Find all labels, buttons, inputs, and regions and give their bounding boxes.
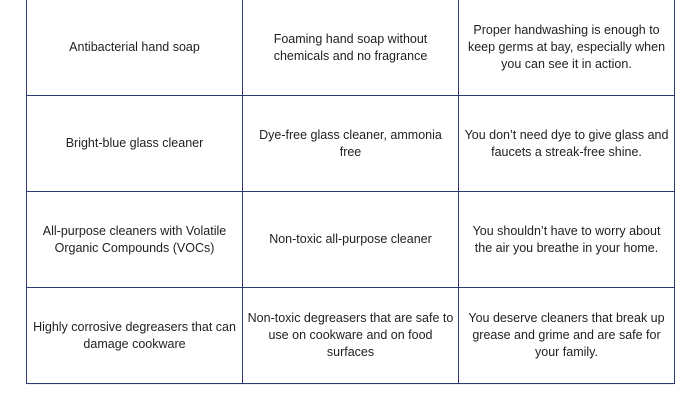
alternative-product-cell: Foaming hand soap without chemicals and no fragrance — [243, 0, 459, 96]
reason-cell: You deserve cleaners that break up grease and grime and are safe for your family. — [459, 288, 675, 384]
conventional-product-cell: All-purpose cleaners with Volatile Organic Compounds (VOCs) — [27, 192, 243, 288]
conventional-product-cell: Bright-blue glass cleaner — [27, 96, 243, 192]
reason-cell: Proper handwashing is enough to keep germs at bay, especially when you can see it in action. — [459, 0, 675, 96]
table-row — [27, 96, 675, 192]
conventional-product-cell: Highly corrosive degreasers that can damage cookware — [27, 288, 243, 384]
table-bottom-divider — [26, 384, 674, 385]
alternative-product-cell: Dye-free glass cleaner, ammonia free — [243, 96, 459, 192]
table-row — [27, 0, 675, 96]
conventional-product-cell: Antibacterial hand soap — [27, 0, 243, 96]
alternative-product-cell: Non-toxic all-purpose cleaner — [243, 192, 459, 288]
comparison-table — [26, 0, 675, 384]
reason-cell: You shouldn’t have to worry about the air you breathe in your home. — [459, 192, 675, 288]
table-row — [27, 288, 675, 384]
reason-cell: You don’t need dye to give glass and faucets a streak-free shine. — [459, 96, 675, 192]
table-row — [27, 192, 675, 288]
alternative-product-cell: Non-toxic degreasers that are safe to use on cookware and on food surfaces — [243, 288, 459, 384]
